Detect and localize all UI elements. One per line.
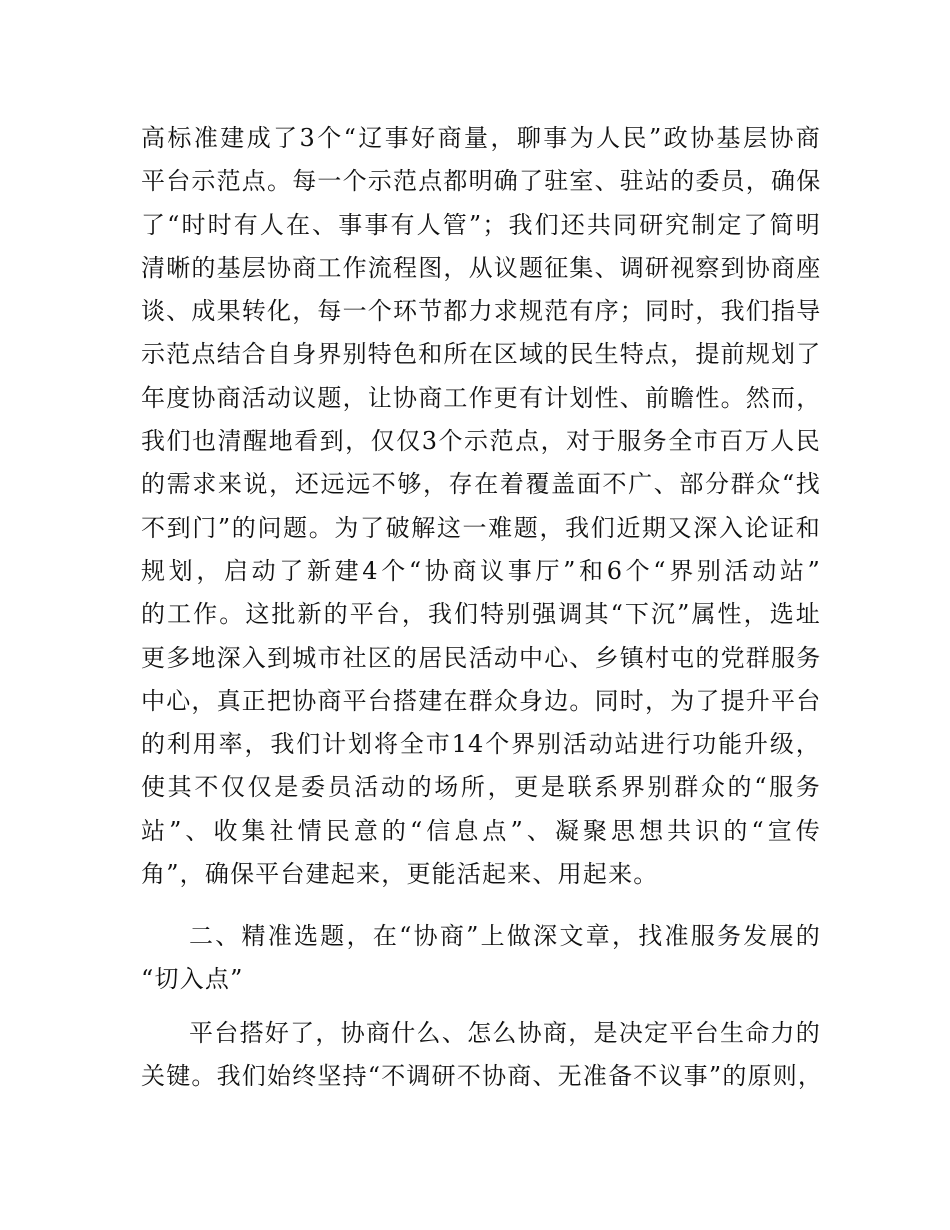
text-line: 的利用率，我们计划将全市14个界别活动站进行功能升级， (141, 730, 821, 759)
heading-line: “切入点” (141, 965, 244, 994)
text-line: 平台示范点。每一个示范点都明确了驻室、驻站的委员，确保 (141, 167, 822, 196)
text-line: 中心，真正把协商平台搭建在群众身边。同时，为了提升平台 (141, 686, 822, 715)
text-line: 平台搭好了，协商什么、怎么协商，是决定平台生命力的 (189, 1019, 821, 1047)
text-line: 站”、收集社情民意的“信息点”、凝聚思想共识的“宣传 (141, 816, 821, 845)
text-line: 更多地深入到城市社区的居民活动中心、乡镇村屯的党群服务 (141, 643, 822, 672)
body-paragraph (141, 117, 821, 896)
text-line: 不到门”的问题。为了破解这一难题，我们近期又深入论证和 (141, 513, 821, 542)
text-line: 了“时时有人在、事事有人管”；我们还共同研究制定了简明 (141, 210, 821, 239)
text-line: 我们也清醒地看到，仅仅3个示范点，对于服务全市百万人民 (141, 427, 821, 456)
text-line: 的需求来说，还远远不够，存在着覆盖面不广、部分群众“找 (141, 470, 821, 499)
text-line: 谈、成果转化，每一个环节都力求规范有序；同时，我们指导 (141, 297, 822, 326)
body-paragraph (141, 1012, 824, 1099)
text-line: 清晰的基层协商工作流程图，从议题征集、调研视察到协商座 (141, 253, 822, 282)
text-line: 角”，确保平台建起来，更能活起来、用起来。 (141, 860, 659, 889)
section-heading (141, 915, 821, 1002)
text-line: 年度协商活动议题，让协商工作更有计划性、前瞻性。然而， (141, 383, 822, 412)
text-line: 示范点结合自身界别特色和所在区域的民生特点，提前规划了 (141, 340, 822, 369)
text-line: 关键。我们始终坚持“不调研不协商、无准备不议事”的原则， (141, 1062, 824, 1091)
text-line: 的工作。这批新的平台，我们特别强调其“下沉”属性，选址 (141, 600, 821, 629)
text-line: 高标准建成了3个“辽事好商量，聊事为人民”政协基层协商 (141, 124, 821, 152)
heading-line: 二、精准选题，在“协商”上做深文章，找准服务发展的 (189, 922, 821, 950)
text-line: 规划，启动了新建4个“协商议事厅”和6个“界别活动站” (141, 556, 821, 585)
text-line: 使其不仅仅是委员活动的场所，更是联系界别群众的“服务 (141, 773, 821, 802)
